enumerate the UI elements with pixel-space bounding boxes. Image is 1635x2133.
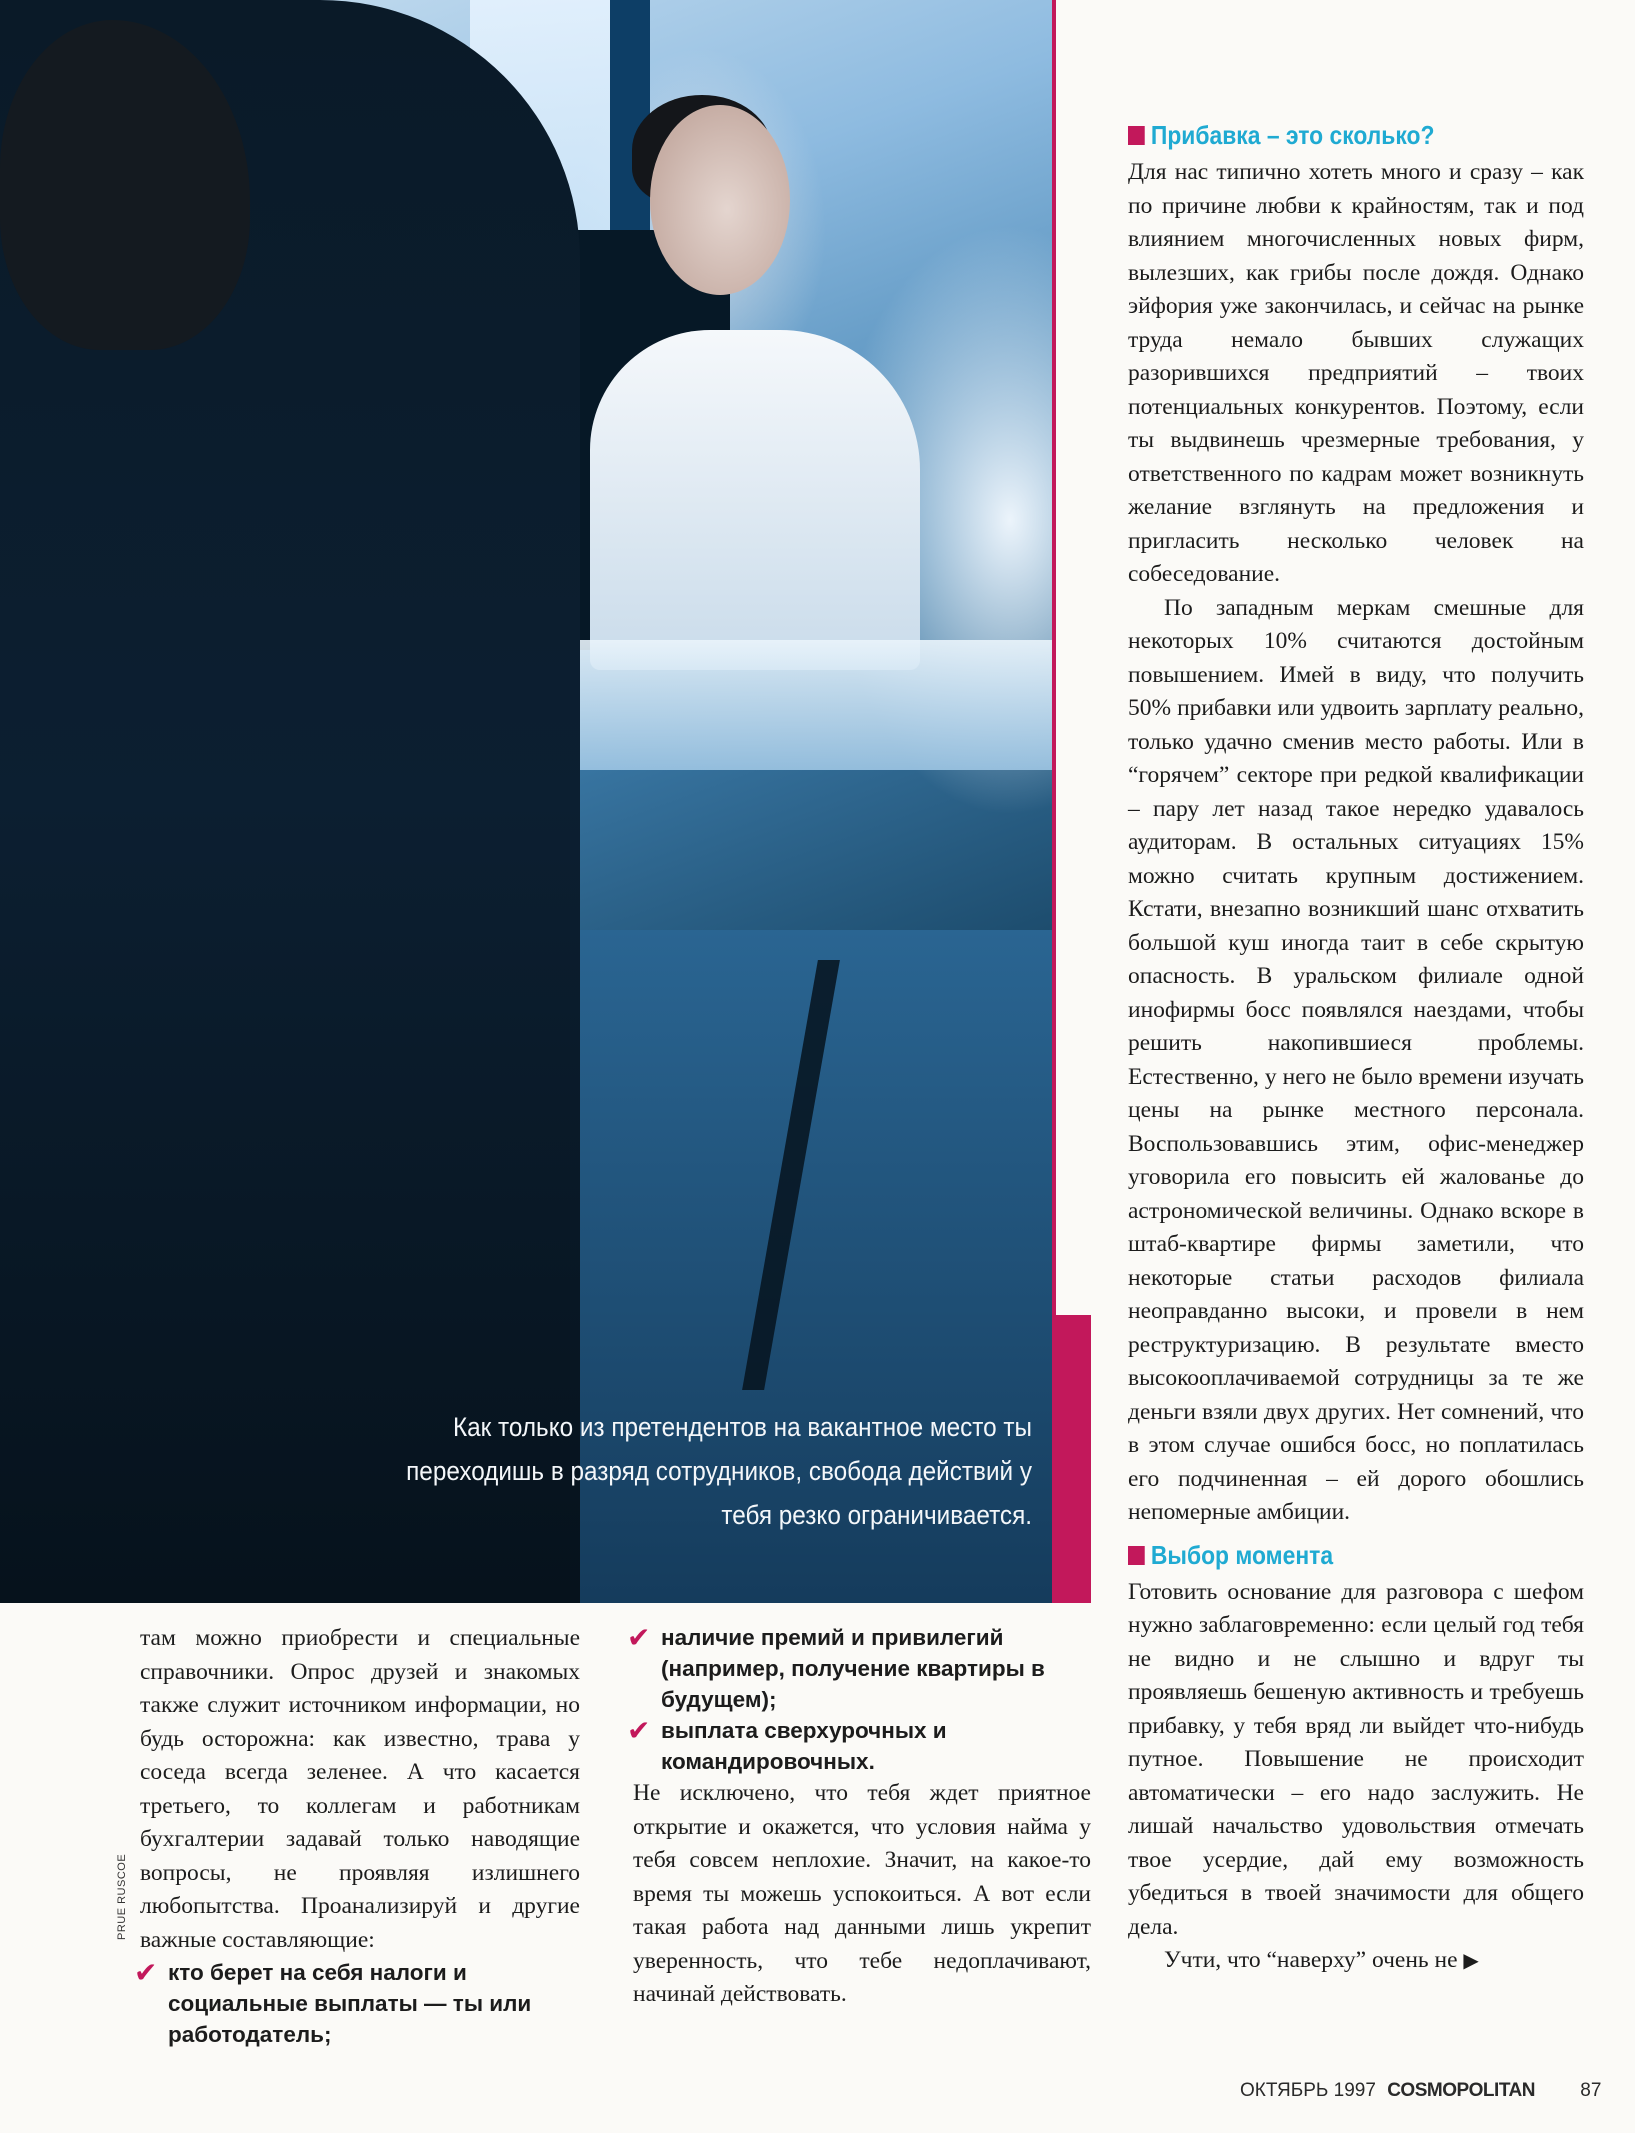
check-icon: ✔ xyxy=(627,1715,651,1746)
list-item xyxy=(627,1715,1091,1777)
list-item xyxy=(134,1957,580,2050)
list-item-text: кто берет на себя налоги и социальные выплаты — ты или работодатель; xyxy=(168,1960,532,2047)
col3-paragraph-3: Готовить основание для разговора с шефом нужно заблаговременно: если целый год тебя не видно и не слышно и вдруг ты проявляешь бешеную активность и требуешь прибавку, у тебя вряд ли выйдет что-нибудь путное. Повышение не происходит автоматически – его надо заслужить. Не лишай начальство удовольствия отмечать твое усердие, дай ему возможность убедиться в твоей значимости для общего дела. xyxy=(1128,1578,1584,1940)
check-icon: ✔ xyxy=(134,1957,158,1988)
col3-paragraph-4-text: Учти, что “наверху” очень не xyxy=(1164,1947,1458,1973)
col3-paragraph-1: Для нас типично хотеть много и сразу – как по причине любви к крайностям, так и под влиянием многочисленных новых фирм, вылезших, как грибы после дождя. Однако эйфория уже закончилась, и сейчас на рынке труда немало бывших служащих разорившихся предприятий – твоих потенциальных конкурентов. Поэтому, если ты выдвинешь чрезмерные требования, у ответственного по кадрам может возникнуть желание взглянуть на предложения и пригласить несколько человек на собеседование. xyxy=(1128,159,1584,587)
column-3 xyxy=(1128,118,1584,1979)
magenta-accent-block xyxy=(1056,1315,1091,1603)
photo-woman-face xyxy=(650,105,790,295)
col1-checklist xyxy=(134,1957,580,2050)
col2-checklist xyxy=(627,1622,1091,1777)
column-2 xyxy=(627,1622,1091,2012)
continue-arrow-icon: ▶ xyxy=(1463,1950,1479,1972)
page-footer xyxy=(1240,2080,1601,2102)
page-number: 87 xyxy=(1580,2080,1602,2101)
col3-paragraph-4 xyxy=(1128,1944,1584,1979)
heading-square-icon xyxy=(1128,126,1145,145)
photo-woman xyxy=(590,330,920,670)
footer-magazine: COSMOPOLITAN xyxy=(1387,2080,1535,2101)
list-item-text: наличие премий и привилегий (например, получение квартиры в будущем); xyxy=(661,1625,1045,1712)
photo-credit: PRUE RUSCOE xyxy=(116,1853,128,1940)
list-item xyxy=(627,1622,1091,1715)
list-item-text: выплата сверхурочных и командировочных. xyxy=(661,1718,947,1774)
section-heading-timing xyxy=(1128,1538,1529,1572)
col3-paragraph-2: По западным меркам смешные для некоторых 10% считаются достойным повышением. Имей в виду, что получить 50% прибавки или удвоить зарплату реально, только удачно сменив место работы. Или в “горячем” секторе при редкой квалификации – пару лет назад такое нередко удавалось аудиторам. В остальных ситуациях 15% можно считать крупным достижением. Кстати, внезапно возникший шанс отхватить большой куш иногда таит в себе скрытую опасность. В уральском филиале одной инофирмы босс появлялся наездами, чтобы решить накопившиеся проблемы. Естественно, у него не было времени изучать цены на рынке местного персонала. Воспользовавшись этим, офис-менеджер уговорила его повысить ей жалованье до астрономической величины. Однако вскоре в штаб-квартире фирмы заметили, что некоторые статьи расходов филиала неоправданно высоки, и провели в нем реструктуризацию. В результате вместо высокооплачиваемой сотрудницы за те же деньги взяли двух других. Нет сомнений, что в этом случае ошибся босс, но поплатилась его подчиненная – ей дорого обошлись непомерные амбиции. xyxy=(1128,594,1584,1525)
heading-text: Выбор момента xyxy=(1150,1539,1334,1570)
office-photo xyxy=(0,0,1052,1603)
footer-date: ОКТЯБРЬ 1997 xyxy=(1240,2080,1376,2101)
section-heading-raise xyxy=(1128,118,1529,152)
heading-text: Прибавка – это сколько? xyxy=(1150,120,1435,150)
photo-caption: Как только из претендентов на вакантное место ты переходишь в разряд сотрудников, свобода действий у тебя резко ограничивается. xyxy=(406,1412,1032,1530)
check-icon: ✔ xyxy=(627,1622,651,1653)
column-1 xyxy=(134,1622,580,2050)
col1-paragraph: там можно приобрести и специальные справочники. Опрос друзей и знакомых также служит источником информации, но будь осторожна: как известно, трава у соседа всегда зеленее. А что касается третьего, то коллегам и работникам бухгалтерии задавай только наводящие вопросы, не проявляя излишнего любопытства. Проанализируй и другие важные составляющие: xyxy=(140,1625,580,1953)
heading-square-icon xyxy=(1128,1546,1145,1565)
col2-paragraph: Не исключено, что тебя ждет приятное открытие и окажется, что условия найма у тебя совсем неплохие. Значит, на какое-то время ты можешь успокоиться. А вот если такая работа над данными лишь укрепит уверенность, что тебе недоплачивают, начинай действовать. xyxy=(633,1780,1091,2007)
